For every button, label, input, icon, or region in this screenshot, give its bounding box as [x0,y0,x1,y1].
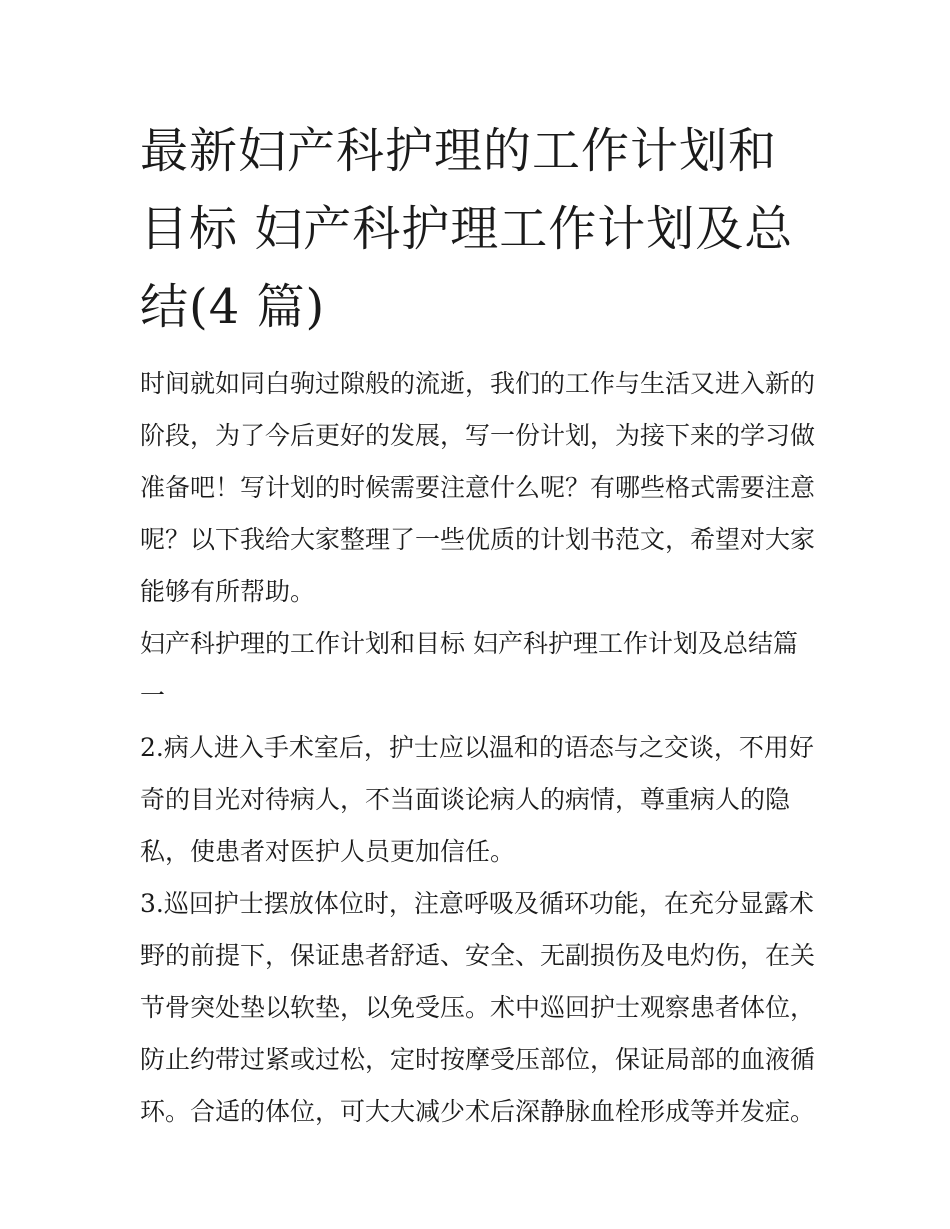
title-line: 目标 妇产科护理工作计划及总 [140,201,794,257]
item-paragraph-2 [140,722,816,878]
text-line: 准备吧！写计划的时候需要注意什么呢？有哪些格式需要注意 [140,473,816,502]
text-line: 2.病人进入手术室后，护士应以温和的语态与之交谈，不用好 [140,733,814,762]
text-line: 环。合适的体位，可大大减少术后深静脉血栓形成等并发症。 [140,1097,816,1126]
item-paragraph-3 [140,878,816,1138]
title-line: 最新妇产科护理的工作计划和 [140,123,778,179]
text-line: 节骨突处垫以软垫，以免受压。术中巡回护士观察患者体位， [140,993,816,1022]
text-line: 野的前提下，保证患者舒适、安全、无副损伤及电灼伤，在关 [140,941,816,970]
intro-paragraph [140,358,816,618]
document-title [140,112,816,346]
text-line: 3.巡回护士摆放体位时，注意呼吸及循环功能，在充分显露术 [140,889,814,918]
document-page [140,112,816,1138]
text-line: 阶段，为了今后更好的发展，写一份计划，为接下来的学习做 [140,421,816,450]
title-line: 结(4 篇) [140,279,326,335]
text-line: 时间就如同白驹过隙般的流逝，我们的工作与生活又进入新的 [140,369,816,398]
text-line: 奇的目光对待病人，不当面谈论病人的病情，尊重病人的隐 [140,785,791,814]
text-line: 能够有所帮助。 [140,577,316,606]
text-line: 私，使患者对医护人员更加信任。 [140,837,516,866]
text-line: 妇产科护理的工作计划和目标 妇产科护理工作计划及总结篇 [140,629,798,658]
text-line: 防止约带过紧或过松，定时按摩受压部位，保证局部的血液循 [140,1045,816,1074]
text-line: 一 [140,681,166,710]
text-line: 呢？以下我给大家整理了一些优质的计划书范文，希望对大家 [140,525,816,554]
section-heading [140,618,816,722]
